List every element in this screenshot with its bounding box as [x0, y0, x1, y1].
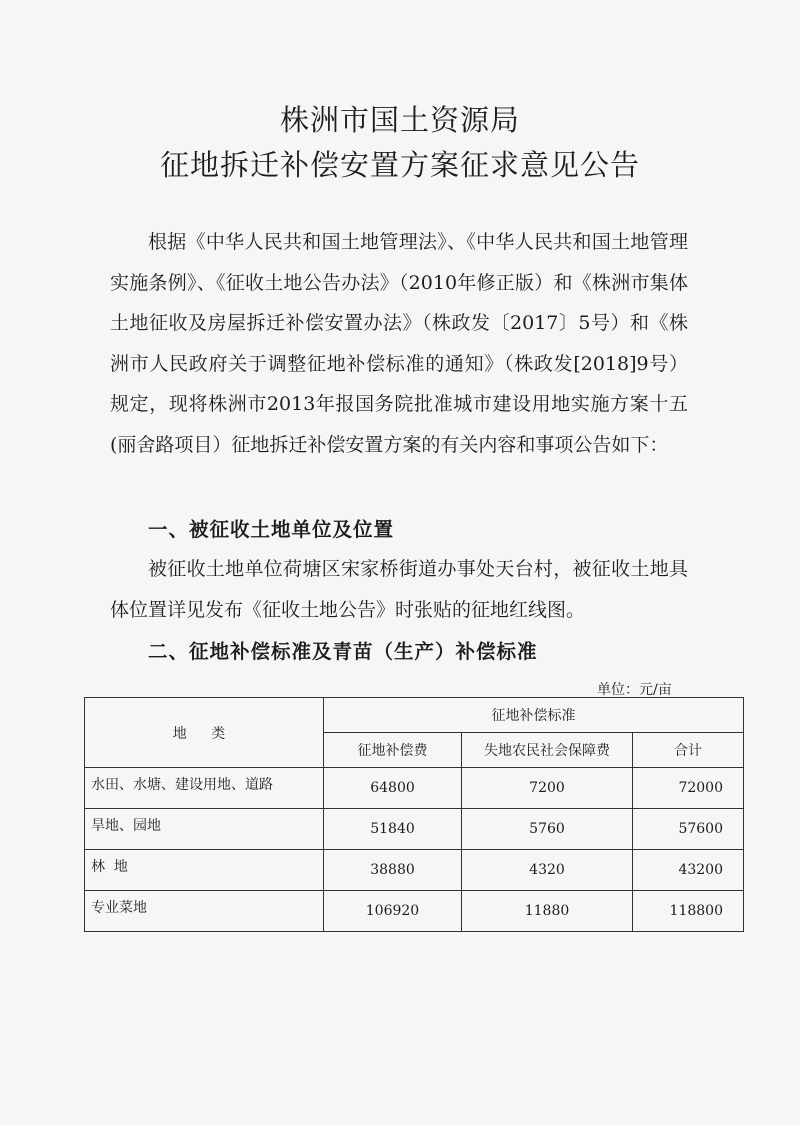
social-cell: 7200: [462, 768, 633, 809]
header-col-total: 合计: [633, 733, 744, 768]
social-cell: 4320: [462, 850, 633, 891]
intro-paragraph: 根据《中华人民共和国土地管理法》、《中华人民共和国土地管理实施条例》、《征收土地公告办法》（2010年修正版）和《株洲市集体土地征收及房屋拆迁补偿安置办法》（株政发〔2017〕5号）和《株洲市人民政府关于调整征地补偿标准的通知》（株政发[2018]9号）规定，现将株洲市2013年报国务院批准城市建设用地实施方案十五(丽舍路项目）征地拆迁补偿安置方案的有关内容和事项公告如下：: [110, 231, 688, 456]
header-compensation-standard: 征地补偿标准: [324, 698, 744, 733]
document-title-line1: 株洲市国土资源局: [279, 103, 520, 137]
total-cell: 118800: [633, 891, 744, 932]
section1-body: 被征收土地单位荷塘区宋家桥街道办事处天台村，被征收土地具体位置详见发布《征收土地公告》时张贴的征地红线图。: [110, 558, 688, 621]
section2-heading: 二、征地补偿标准及青苗（生产）补偿标准: [148, 640, 538, 663]
unit-label: 单位：元/亩: [597, 682, 672, 698]
header-col-social: 失地农民社会保障费: [462, 733, 633, 768]
table-row: [85, 850, 744, 891]
table-row: [85, 891, 744, 932]
land-type-cell: 水田、水塘、建设用地、道路: [85, 768, 324, 809]
header-col-fee: 征地补偿费: [324, 733, 462, 768]
header-land-type: 地 类: [85, 698, 324, 768]
section1-heading: 一、被征收土地单位及位置: [148, 518, 395, 541]
fee-cell: 64800: [324, 768, 462, 809]
total-cell: 72000: [633, 768, 744, 809]
document-title-line2: 征地拆迁补偿安置方案征求意见公告: [159, 148, 640, 182]
table-row: [85, 768, 744, 809]
fee-cell: 106920: [324, 891, 462, 932]
total-cell: 57600: [633, 809, 744, 850]
fee-cell: 51840: [324, 809, 462, 850]
compensation-table: [84, 697, 744, 932]
land-type-cell: 林 地: [85, 850, 324, 891]
social-cell: 5760: [462, 809, 633, 850]
land-type-cell: 专业菜地: [85, 891, 324, 932]
table-row: [85, 809, 744, 850]
social-cell: 11880: [462, 891, 633, 932]
total-cell: 43200: [633, 850, 744, 891]
land-type-cell: 旱地、园地: [85, 809, 324, 850]
fee-cell: 38880: [324, 850, 462, 891]
